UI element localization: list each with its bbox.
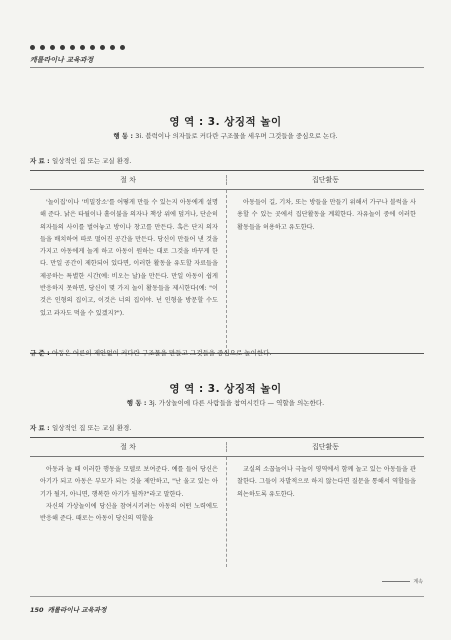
section2-table-body (30, 457, 424, 567)
header-dots-decoration (30, 45, 125, 50)
section1-table (30, 170, 424, 354)
section2-title: 영 역 : 3. 상징적 놀이 (169, 383, 282, 395)
section2-materials-prefix: 자 료 : (30, 424, 52, 432)
section2-group-cell (227, 457, 424, 567)
section2-procedure-paragraph-1: 아동과 놀 때 이러한 행동을 모델로 보여준다. 예를 들어 당신은 아기가 되고 아동은 부모가 되는 것을 제안하고, "난 울고 있는 아기가 될거, 아니면, 행복한 아기가 될까?"라고 말한다. (40, 466, 218, 498)
footer-rule (30, 596, 424, 597)
section2-group-text: 교실의 소꿉놀이나 극놀이 영역에서 함께 놀고 있는 아동들을 관찰한다. 그들이 자발적으로 하지 않는다면 질문을 통해서 역할들을 의논하도록 유도한다. (237, 466, 416, 498)
section1-goal-text: 3i. 블럭이나 의자들로 커다란 구조물을 세우며 그것들을 중심으로 논다. (135, 132, 338, 140)
section2-goal (0, 398, 451, 407)
continued-text: 계속 (413, 579, 423, 585)
section1-group-cell (227, 190, 424, 353)
running-head: 캐롤라이나 교육과정 (30, 56, 94, 64)
section1-goal (0, 131, 451, 140)
section2-procedure-cell (30, 457, 227, 567)
section1-title: 영 역 : 3. 상징적 놀이 (169, 116, 282, 128)
section1-table-header (30, 171, 424, 190)
section1-criterion (30, 348, 271, 357)
section1-criterion-text: 아동은 어른의 제안없이 커다란 구조물을 만들고 그것들을 중심으로 놀이한다. (51, 349, 272, 357)
section1-col-group: 집단활동 (311, 176, 340, 184)
section1-materials-text: 일상적인 집 또는 교실 환경. (51, 157, 132, 165)
section2-goal-prefix: 행 동 : (126, 399, 149, 407)
section1-table-body (30, 190, 424, 353)
section1-materials (30, 156, 131, 165)
section1-procedure-cell (30, 190, 227, 353)
section2-materials (30, 423, 131, 432)
section2-procedure-paragraph-2: 자신의 가상놀이에 당신을 참여시키려는 아동의 어떤 노력에도 반응해 준다. 때로는 아동이 당신의 역할을 (40, 502, 218, 523)
page-number: 150 (30, 606, 44, 614)
continued-mark (382, 578, 423, 585)
footer-title: 캐롤라이나 교육과정 (47, 606, 107, 614)
section1-group-text: 아동들이 길, 기차, 또는 방들을 만들기 위해서 가구나 블럭을 사용할 수 있는 곳에서 집단활동을 계획한다. 자유놀이 중에 이러한 활동들을 허용하고 유도한다. (237, 199, 416, 231)
section2-col-procedure: 절 차 (30, 442, 227, 452)
section1-criterion-prefix: 규 준 : (30, 349, 52, 357)
footer (30, 605, 106, 614)
section1-materials-prefix: 자 료 : (30, 157, 52, 165)
section1-procedure-text: '놀이집'이나 '비밀장소'를 어떻게 만들 수 있는지 아동에게 설명해 준다. 낡은 타월이나 홑이불을 의자나 책상 위에 덮거나, 단순히 의자들의 사이를 벌어놓고 방이나 창고를 만든다. 혹은 단지 의자들을 배치하여 따로 떨어진 공간을 만든다. 당신이 만들어 낸 것을 가지고 아동에게 놀게 하고 아동이 원하는 대로 그것을 바꾸게 한다. 만일 공간이 제한되어 있다면, 이러한 활동을 유도할 자료들을 제공하는 특별한 시간(예: 비오는 날)을 만든다. 만일 아동이 쉽게 반응하지 못하면, 당신이 몇 가지 놀이 활동들을 제시한다(예: "이것은 인형의 집이고, 이것은 너의 집이야. 넌 인형을 방문할 수도 있고 과자도 먹을 수 있겠지?"). (40, 199, 218, 317)
section2-table-header (30, 438, 424, 457)
continued-line (382, 581, 410, 582)
section2-goal-text: 3j. 가상놀이에 다른 사람들을 참여시킨다 — 역할을 의논한다. (148, 399, 325, 407)
section2-col-group: 집단활동 (311, 443, 340, 451)
section1-goal-prefix: 행 동 : (113, 132, 136, 140)
section2-table (30, 437, 424, 567)
header-rule (30, 67, 424, 68)
section2-materials-text: 일상적인 집 또는 교실 환경. (51, 424, 132, 432)
section1-col-procedure: 절 차 (30, 175, 227, 185)
